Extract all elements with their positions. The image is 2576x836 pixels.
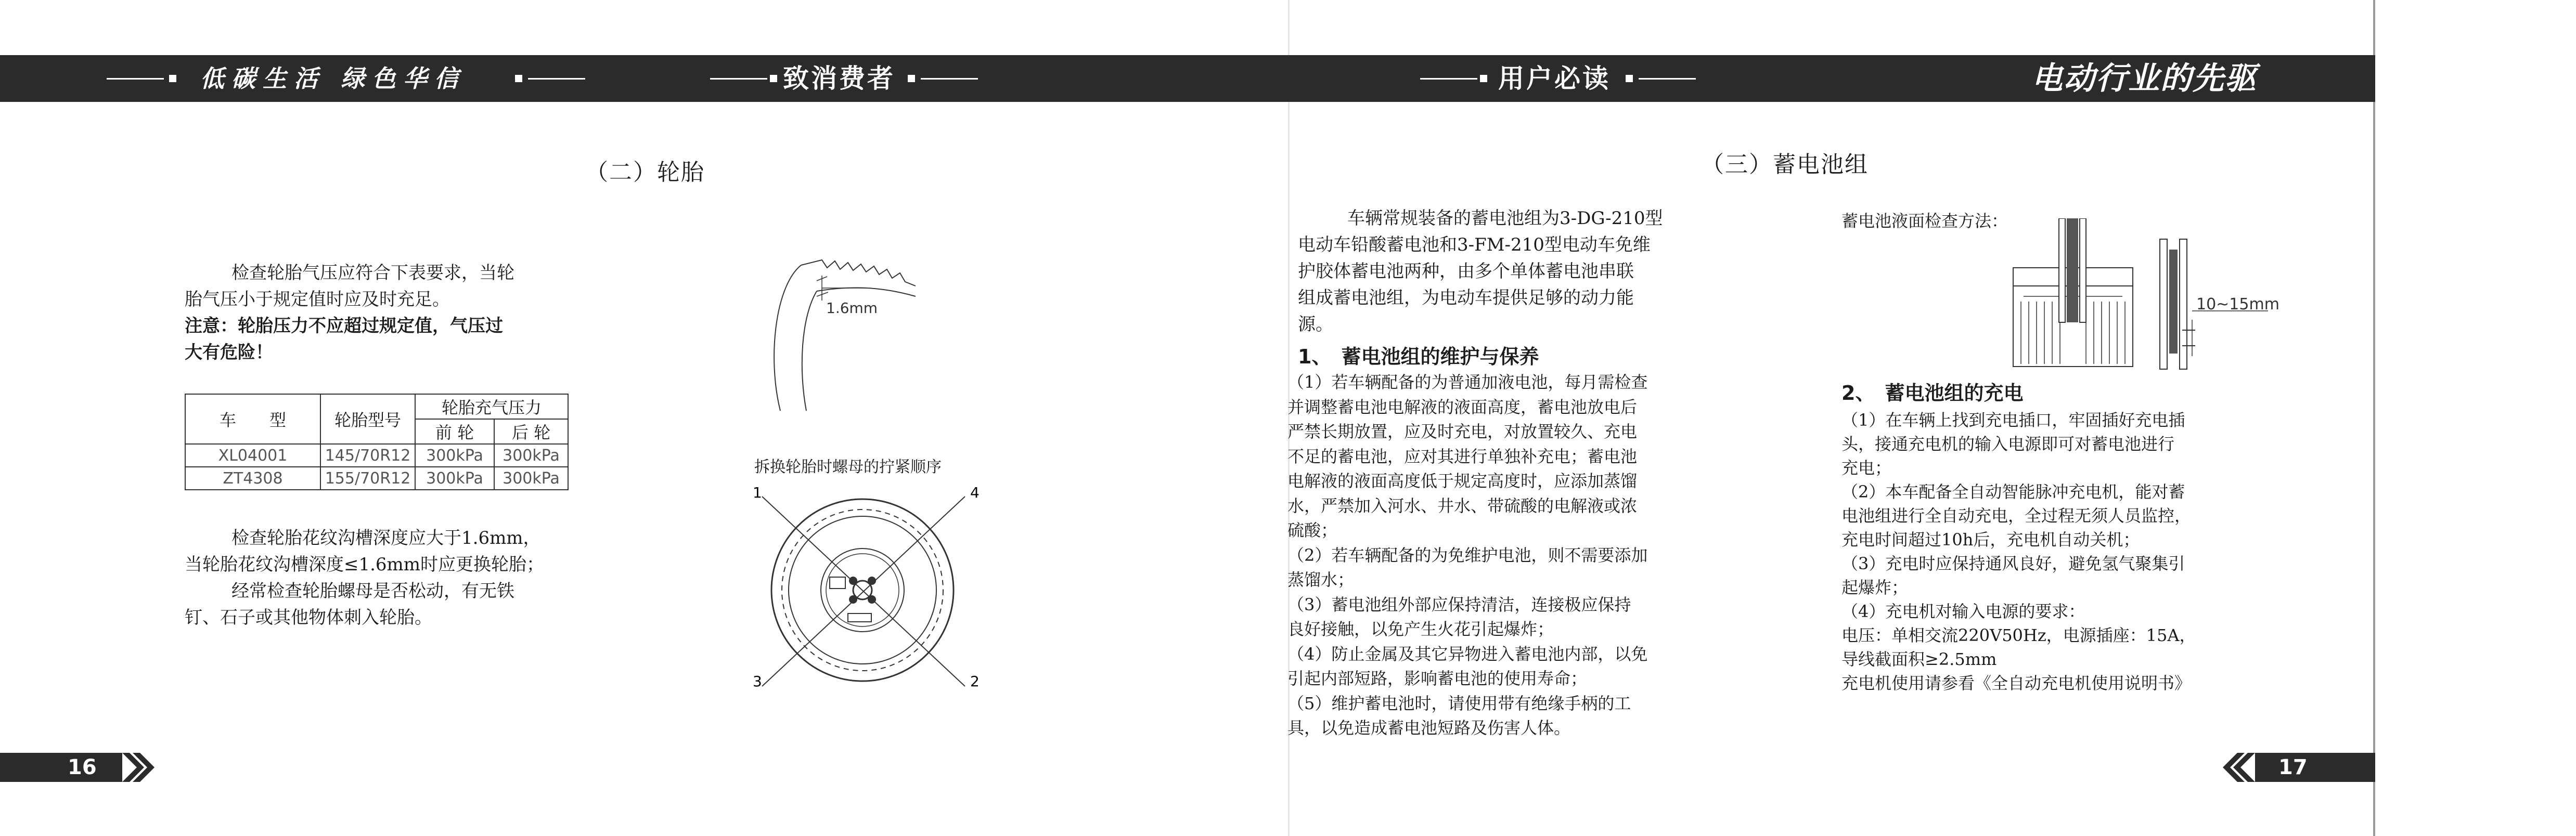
tread-depth-diagram: [744, 255, 936, 426]
maintenance-line: （1）若车辆配备的为普通加液电池，每月需检查: [1287, 372, 1648, 392]
battery-intro-line: 组成蓄电池组，为电动车提供足够的动力能: [1298, 288, 1634, 308]
table-header-vehicle: 车 型: [185, 394, 320, 444]
header-rule: [107, 78, 164, 80]
battery-intro: [1298, 205, 1724, 338]
maintenance-line: 良好接触，以免产生火花引起爆炸；: [1287, 619, 1554, 639]
maintenance-line: 水，严禁加入河水、井水、带硫酸的电解液或浓: [1287, 495, 1638, 516]
header-slogan: 低碳生活 绿色华信: [200, 64, 466, 93]
header-rule: [1420, 78, 1477, 80]
maintenance-line: 引起内部短路，影响蓄电池的使用寿命；: [1287, 669, 1588, 688]
table-header-front: 前 轮: [415, 419, 494, 444]
maintenance-text: [1287, 370, 1724, 741]
battery-level-diagram: [1998, 218, 2304, 374]
charging-text: [1841, 408, 2310, 695]
page-number-right: 17: [2278, 755, 2308, 779]
header-rule: [528, 78, 585, 80]
maintenance-title: 1、 蓄电池组的维护与保养: [1298, 345, 1539, 368]
footer-stripes-right: [2219, 753, 2255, 782]
warning-line: 大有危险！: [185, 342, 273, 363]
maintenance-line: （5）维护蓄电池时，请使用带有绝缘手柄的工: [1287, 693, 1631, 713]
header-square: [908, 75, 915, 82]
charging-line: 充电时间超过10h后，充电机自动关机；: [1841, 530, 2140, 550]
table-row: [185, 467, 568, 490]
cell-front: 300kPa: [415, 444, 494, 467]
header-square: [1480, 75, 1487, 82]
cell-front: 300kPa: [415, 467, 494, 490]
header-square: [1626, 75, 1633, 82]
page-edge: [2373, 0, 2375, 836]
maintenance-line: （2）若车辆配备的为免维护电池，则不需要添加: [1287, 545, 1648, 565]
header-rule: [710, 78, 767, 80]
wheel-order-4: 4: [970, 486, 980, 501]
tread-line: 经常检查轮胎螺母是否松动，有无铁: [231, 581, 514, 602]
maintenance-line: 并调整蓄电池电解液的液面高度，蓄电池放电后: [1287, 397, 1638, 417]
charging-line: 电池组进行全自动充电，全过程无须人员监控，: [1841, 506, 2192, 526]
wheel-nut: [849, 577, 857, 585]
header-brand: 电动行业的先驱: [2031, 60, 2257, 97]
tread-line: 钉、石子或其他物体刺入轮胎。: [185, 607, 432, 628]
footer-bar-right: [2255, 753, 2375, 782]
footer-bar-left: [0, 753, 122, 782]
wheel-nut: [849, 595, 857, 604]
maintenance-line: 蒸馏水；: [1287, 570, 1355, 590]
tread-depth-label: 1.6mm: [826, 299, 878, 317]
charging-line: （2）本车配备全自动智能脉冲充电机，能对蓄: [1841, 482, 2185, 502]
maintenance-line: 不足的蓄电池，应对其进行单独补充电；蓄电池: [1287, 446, 1638, 466]
header-rule: [1639, 78, 1696, 80]
cell-rear: 300kPa: [494, 444, 568, 467]
header-square: [169, 75, 176, 82]
charging-line: （1）在车辆上找到充电插口，牢固插好充电插: [1841, 410, 2185, 430]
cell-vehicle: ZT4308: [185, 467, 320, 490]
header-right-title: 用户必读: [1498, 63, 1611, 94]
table-header-rear: 后 轮: [494, 419, 568, 444]
header-left-title: 致消费者: [783, 63, 895, 94]
maintenance-line: （3）蓄电池组外部应保持清洁，连接极应保持: [1287, 594, 1631, 615]
tire-pressure-table: [185, 394, 569, 490]
charging-line: （4）充电机对输入电源的要求：: [1841, 602, 2085, 621]
battery-intro-line: 护胶体蓄电池两种，由多个单体蓄电池串联: [1298, 261, 1634, 282]
wheel-caption: 拆换轮胎时螺母的拧紧顺序: [754, 458, 942, 476]
wheel-nut-diagram: [741, 486, 986, 694]
charging-line: 电压：单相交流220V50Hz，电源插座：15A，: [1841, 625, 2196, 645]
cell-vehicle: XL04001: [185, 444, 320, 467]
level-diagram-label: 10~15mm: [2196, 295, 2279, 314]
maintenance-line: 电解液的液面高度低于规定高度时，应添加蒸馏: [1287, 471, 1638, 491]
maintenance-line: 具，以免造成蓄电池短路及伤害人体。: [1287, 718, 1571, 738]
wheel-order-2: 2: [970, 673, 980, 690]
table-header-pressure: 轮胎充气压力: [415, 394, 568, 419]
cell-rear: 300kPa: [494, 467, 568, 490]
intro-line: 检查轮胎气压应符合下表要求，当轮: [231, 263, 514, 283]
cell-tire: 145/70R12: [320, 444, 415, 467]
right-section-title: （三）蓄电池组: [1701, 151, 1869, 178]
cell-tire: 155/70R12: [320, 467, 415, 490]
header-rule: [921, 78, 978, 80]
tread-text: [185, 525, 627, 631]
charging-line: 充电；: [1841, 458, 1892, 478]
maintenance-line: 硫酸；: [1287, 520, 1338, 540]
battery-intro-line: 电动车铅酸蓄电池和3-FM-210型电动车免维: [1298, 234, 1651, 255]
tire-intro: [185, 260, 601, 366]
battery-intro-line: 源。: [1298, 314, 1333, 335]
tread-line: 检查轮胎花纹沟槽深度应大于1.6mm，: [231, 528, 541, 548]
charging-line: 头，接通充电机的输入电源即可对蓄电池进行: [1841, 434, 2175, 454]
charging-line: 起爆炸；: [1841, 578, 1909, 597]
table-row: [185, 444, 568, 467]
maintenance-line: （4）防止金属及其它异物进入蓄电池内部，以免: [1287, 644, 1648, 664]
page-number-left: 16: [68, 755, 97, 779]
charging-line: （3）充电时应保持通风良好，避免氢气聚集引: [1841, 554, 2185, 573]
header-square: [515, 75, 522, 82]
wheel-order-1: 1: [753, 486, 762, 501]
intro-line: 胎气压小于规定值时应及时充足。: [185, 289, 450, 310]
wheel-order-3: 3: [753, 673, 762, 690]
footer-stripes-left: [122, 753, 159, 782]
table-header-tire-model: 轮胎型号: [320, 394, 415, 444]
level-check-title: 蓄电池液面检查方法：: [1841, 211, 2008, 231]
charging-line: 充电机使用请参看《全自动充电机使用说明书》: [1841, 673, 2192, 693]
charging-title: 2、 蓄电池组的充电: [1841, 382, 2024, 404]
battery-intro-line: 车辆常规装备的蓄电池组为3-DG-210型: [1347, 208, 1663, 229]
warning-line: 注意：轮胎压力不应超过规定值，气压过: [185, 316, 503, 336]
maintenance-line: 严禁长期放置，应及时充电，对放置较久、充电: [1287, 422, 1638, 441]
header-square: [770, 75, 777, 82]
tread-line: 当轮胎花纹沟槽深度≤1.6mm时应更换轮胎；: [185, 554, 545, 575]
left-section-title: （二）轮胎: [585, 159, 705, 186]
charging-line: 导线截面积≥2.5mm: [1841, 649, 1997, 669]
